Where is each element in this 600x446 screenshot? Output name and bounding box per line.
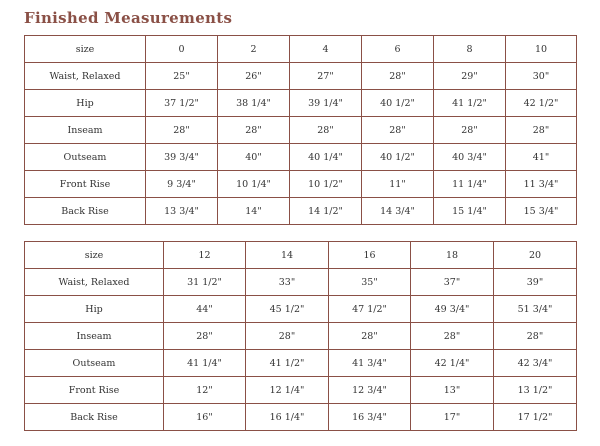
row-label: Waist, Relaxed <box>25 63 146 90</box>
measurement-cell: 42 1/4" <box>411 350 494 377</box>
column-header-size-18: 18 <box>411 242 494 269</box>
measurement-cell: 28" <box>218 117 290 144</box>
measurement-cell: 45 1/2" <box>246 296 329 323</box>
measurement-cell: 17 1/2" <box>494 404 577 431</box>
table-row <box>25 198 577 225</box>
row-label: Back Rise <box>25 404 164 431</box>
row-label: Inseam <box>25 323 164 350</box>
column-header-size-10: 10 <box>506 36 577 63</box>
measurement-cell: 28" <box>164 323 246 350</box>
column-header-size-14: 14 <box>246 242 329 269</box>
measurement-cell: 13 1/2" <box>494 377 577 404</box>
measurement-cell: 28" <box>290 117 362 144</box>
measurement-cell: 41 1/2" <box>434 90 506 117</box>
column-header-size: size <box>25 36 146 63</box>
row-label: Outseam <box>25 144 146 171</box>
row-label: Back Rise <box>25 198 146 225</box>
table-row <box>25 377 577 404</box>
measurement-cell: 12" <box>164 377 246 404</box>
measurement-cell: 16 3/4" <box>329 404 411 431</box>
measurement-cell: 47 1/2" <box>329 296 411 323</box>
measurement-cell: 35" <box>329 269 411 296</box>
measurement-cell: 13 3/4" <box>146 198 218 225</box>
measurement-cell: 42 1/2" <box>506 90 577 117</box>
measurement-cell: 41 1/2" <box>246 350 329 377</box>
measurement-cell: 40 1/4" <box>290 144 362 171</box>
measurement-cell: 9 3/4" <box>146 171 218 198</box>
measurement-cell: 16" <box>164 404 246 431</box>
measurement-cell: 39 3/4" <box>146 144 218 171</box>
measurement-cell: 42 3/4" <box>494 350 577 377</box>
measurement-cell: 40 1/2" <box>362 144 434 171</box>
row-label: Front Rise <box>25 377 164 404</box>
measurement-cell: 44" <box>164 296 246 323</box>
measurement-cell: 10 1/4" <box>218 171 290 198</box>
measurement-cell: 10 1/2" <box>290 171 362 198</box>
measurement-cell: 41 3/4" <box>329 350 411 377</box>
measurement-cell: 28" <box>506 117 577 144</box>
measurement-cell: 38 1/4" <box>218 90 290 117</box>
measurement-cell: 31 1/2" <box>164 269 246 296</box>
column-header-size-4: 4 <box>290 36 362 63</box>
measurement-cell: 27" <box>290 63 362 90</box>
measurement-cell: 40" <box>218 144 290 171</box>
measurement-cell: 14" <box>218 198 290 225</box>
measurements-table-large-sizes <box>24 241 577 431</box>
measurement-cell: 28" <box>146 117 218 144</box>
measurement-cell: 39" <box>494 269 577 296</box>
measurement-cell: 28" <box>362 63 434 90</box>
measurement-cell: 14 1/2" <box>290 198 362 225</box>
row-label: Hip <box>25 90 146 117</box>
measurement-cell: 11" <box>362 171 434 198</box>
measurement-cell: 28" <box>411 323 494 350</box>
table-header-row <box>25 242 577 269</box>
table-row <box>25 323 577 350</box>
table-row <box>25 404 577 431</box>
measurement-cell: 17" <box>411 404 494 431</box>
table-row <box>25 117 577 144</box>
row-label: Outseam <box>25 350 164 377</box>
measurement-cell: 28" <box>362 117 434 144</box>
table-row <box>25 90 577 117</box>
measurement-cell: 28" <box>329 323 411 350</box>
table-row <box>25 63 577 90</box>
row-label: Front Rise <box>25 171 146 198</box>
measurement-cell: 28" <box>246 323 329 350</box>
measurement-cell: 13" <box>411 377 494 404</box>
measurement-cell: 51 3/4" <box>494 296 577 323</box>
column-header-size-12: 12 <box>164 242 246 269</box>
measurement-cell: 39 1/4" <box>290 90 362 117</box>
measurement-cell: 40 3/4" <box>434 144 506 171</box>
measurement-cell: 12 1/4" <box>246 377 329 404</box>
measurement-cell: 37 1/2" <box>146 90 218 117</box>
column-header-size-20: 20 <box>494 242 577 269</box>
row-label: Hip <box>25 296 164 323</box>
column-header-size-0: 0 <box>146 36 218 63</box>
table-row <box>25 171 577 198</box>
page-title: Finished Measurements <box>24 9 233 27</box>
table-row <box>25 296 577 323</box>
measurement-cell: 37" <box>411 269 494 296</box>
column-header-size-16: 16 <box>329 242 411 269</box>
table-body <box>25 242 577 431</box>
measurement-cell: 28" <box>434 117 506 144</box>
measurement-cell: 11 3/4" <box>506 171 577 198</box>
measurement-cell: 12 3/4" <box>329 377 411 404</box>
column-header-size-2: 2 <box>218 36 290 63</box>
table-row <box>25 144 577 171</box>
measurement-cell: 25" <box>146 63 218 90</box>
row-label: Waist, Relaxed <box>25 269 164 296</box>
column-header-size: size <box>25 242 164 269</box>
row-label: Inseam <box>25 117 146 144</box>
measurement-cell: 26" <box>218 63 290 90</box>
measurement-cell: 15 3/4" <box>506 198 577 225</box>
table-row <box>25 350 577 377</box>
measurement-cell: 30" <box>506 63 577 90</box>
measurement-cell: 33" <box>246 269 329 296</box>
measurement-cell: 16 1/4" <box>246 404 329 431</box>
measurement-cell: 29" <box>434 63 506 90</box>
column-header-size-6: 6 <box>362 36 434 63</box>
table-row <box>25 269 577 296</box>
measurements-table-small-sizes <box>24 35 577 225</box>
table-header-row <box>25 36 577 63</box>
table-body <box>25 36 577 225</box>
measurement-cell: 28" <box>494 323 577 350</box>
measurement-cell: 49 3/4" <box>411 296 494 323</box>
column-header-size-8: 8 <box>434 36 506 63</box>
measurement-cell: 41" <box>506 144 577 171</box>
measurement-cell: 14 3/4" <box>362 198 434 225</box>
measurement-cell: 40 1/2" <box>362 90 434 117</box>
measurement-cell: 11 1/4" <box>434 171 506 198</box>
measurement-cell: 15 1/4" <box>434 198 506 225</box>
measurement-cell: 41 1/4" <box>164 350 246 377</box>
